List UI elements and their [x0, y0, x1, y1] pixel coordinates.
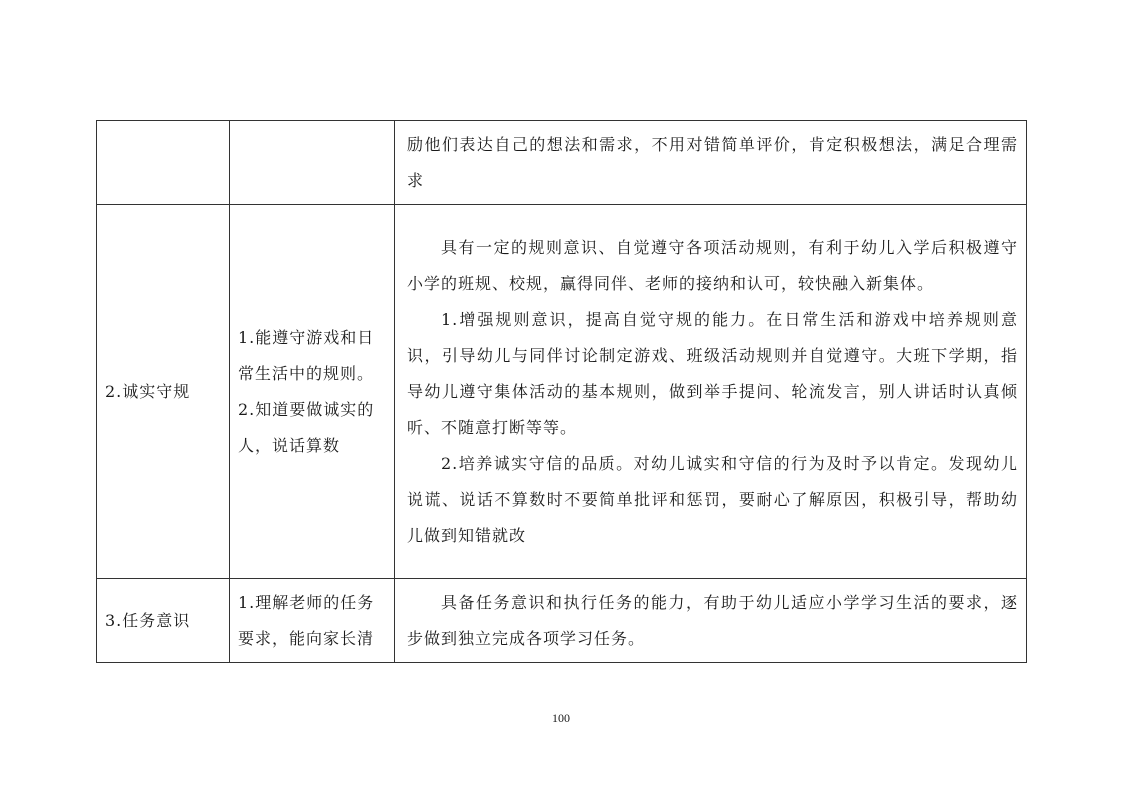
table-row	[97, 205, 1027, 579]
strategy-cell	[395, 121, 1027, 205]
strategy-paragraph: 具备任务意识和执行任务的能力，有助于幼儿适应小学学习生活的要求，逐步做到独立完成各项学习任务。	[407, 592, 1018, 648]
strategy-paragraph: 具有一定的规则意识、自觉遵守各项活动规则，有利于幼儿入学后积极遵守小学的班规、校规，赢得同伴、老师的接纳和认可，较快融入新集体。	[407, 237, 1018, 293]
goal-text: 1.能遵守游戏和日常生活中的规则。	[238, 327, 375, 383]
topic-cell	[97, 121, 230, 205]
goal-cell	[230, 121, 395, 205]
goal-text: 2.知道要做诚实的人，说话算数	[238, 399, 375, 455]
topic-cell	[97, 205, 230, 579]
content-table	[96, 120, 1027, 663]
goal-cell	[230, 579, 395, 663]
strategy-paragraph: 2.培养诚实守信的品质。对幼儿诚实和守信的行为及时予以肯定。发现幼儿说谎、说话不算数时不要简单批评和惩罚，要耐心了解原因，积极引导，帮助幼儿做到知错就改	[407, 453, 1018, 545]
table-row	[97, 579, 1027, 663]
page-number: 100	[552, 711, 570, 725]
strategy-cell	[395, 579, 1027, 663]
goal-cell	[230, 205, 395, 579]
topic-text: 3.任务意识	[105, 610, 191, 630]
strategy-paragraph: 1.增强规则意识，提高自觉守规的能力。在日常生活和游戏中培养规则意识，引导幼儿与同伴讨论制定游戏、班级活动规则并自觉遵守。大班下学期，指导幼儿遵守集体活动的基本规则，做到举手提问、轮流发言，别人讲话时认真倾听、不随意打断等等。	[407, 309, 1018, 437]
strategy-cell	[395, 205, 1027, 579]
topic-cell	[97, 579, 230, 663]
strategy-paragraph: 励他们表达自己的想法和需求，不用对错简单评价，肯定积极想法，满足合理需求	[407, 134, 1018, 190]
topic-text: 2.诚实守规	[105, 381, 191, 401]
table-row	[97, 121, 1027, 205]
goal-text: 1.理解老师的任务要求，能向家长清	[238, 592, 375, 648]
